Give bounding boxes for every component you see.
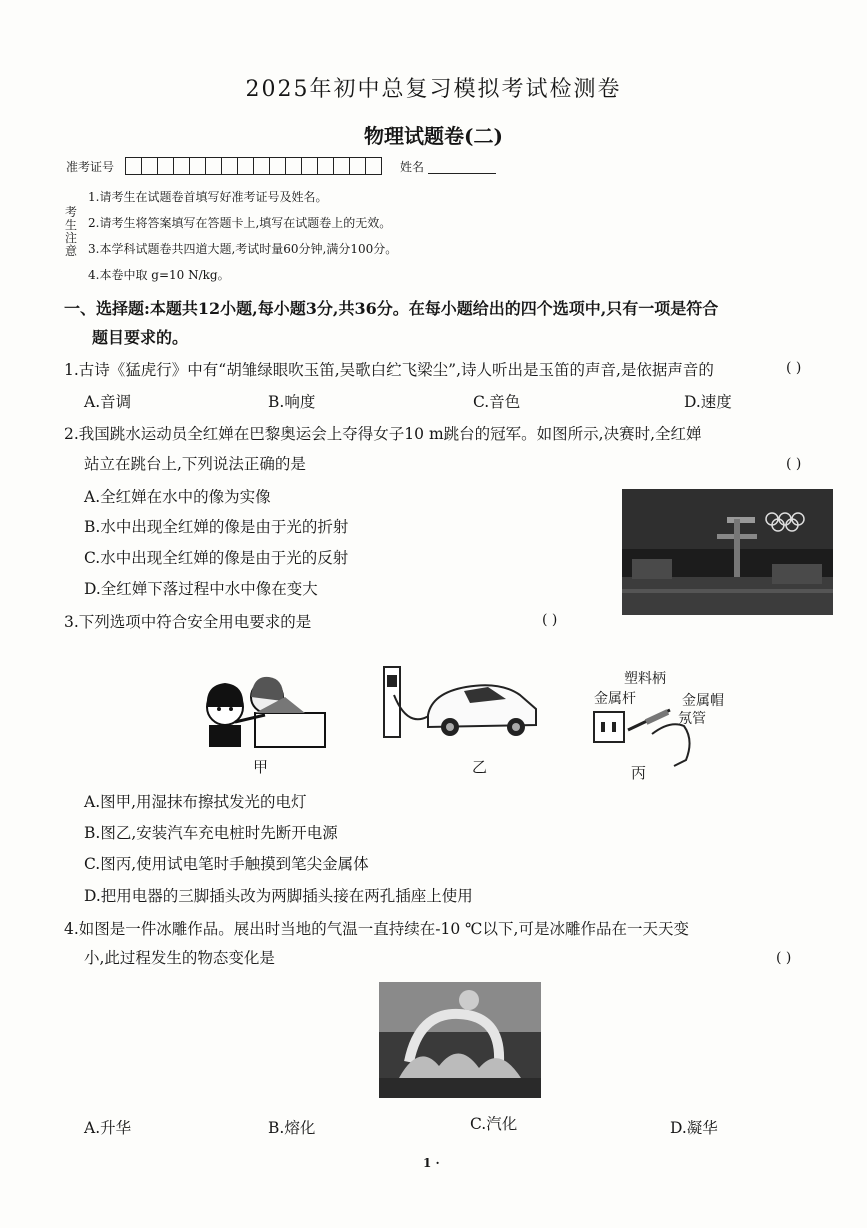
name-field[interactable] <box>428 173 496 174</box>
section-heading-cont: 题目要求的。 <box>92 328 189 347</box>
label-plastic-handle: 塑料柄 <box>624 671 666 687</box>
q4-answer-paren[interactable]: ( ) <box>776 950 792 966</box>
note-1: 1.请考生在试题卷首填写好准考证号及姓名。 <box>88 190 328 204</box>
diving-platform-photo <box>622 489 833 615</box>
paper-subtitle: 物理试题卷(二) <box>364 124 503 148</box>
q2-option-b[interactable]: B.水中出现全红婵的像是由于光的折射 <box>84 518 349 536</box>
ice-sculpture-photo <box>379 982 541 1098</box>
q2-stem-cont: 站立在跳台上,下列说法正确的是 <box>84 455 306 473</box>
q3-stem: 3.下列选项中符合安全用电要求的是 <box>64 613 312 631</box>
q4-option-d[interactable]: D.凝华 <box>670 1119 718 1137</box>
id-number-boxes[interactable] <box>125 157 382 175</box>
q2-stem: 2.我国跳水运动员全红婵在巴黎奥运会上夺得女子10 m跳台的冠军。如图所示,决赛时,全红婵 <box>64 425 702 443</box>
q2-answer-paren[interactable]: ( ) <box>786 456 802 472</box>
q4-stem-cont: 小,此过程发生的物态变化是 <box>84 949 275 967</box>
q2-option-d[interactable]: D.全红婵下落过程中水中像在变大 <box>84 580 318 598</box>
q3-option-b[interactable]: B.图乙,安装汽车充电桩时先断开电源 <box>84 824 338 842</box>
note-4: 4.本卷中取 g=10 N/kg。 <box>88 268 230 282</box>
note-2: 2.请考生将答案填写在答题卡上,填写在试题卷上的无效。 <box>88 216 392 230</box>
name-label: 姓名 <box>400 160 425 174</box>
label-metal-cap: 金属帽 <box>682 693 724 709</box>
q1-option-b[interactable]: B.响度 <box>268 393 316 411</box>
id-label: 准考证号 <box>66 160 115 174</box>
q2-option-c[interactable]: C.水中出现全红婵的像是由于光的反射 <box>84 549 349 567</box>
caption-yi: 乙 <box>472 758 488 776</box>
q1-answer-paren[interactable]: ( ) <box>786 360 802 376</box>
q2-option-a[interactable]: A.全红婵在水中的像为实像 <box>84 488 271 506</box>
q3-option-a[interactable]: A.图甲,用湿抹布擦拭发光的电灯 <box>84 793 307 811</box>
exam-title: 2025年初中总复习模拟考试检测卷 <box>245 77 622 102</box>
caption-jia: 甲 <box>253 758 269 776</box>
q1-option-c[interactable]: C.音色 <box>473 393 521 411</box>
q3-answer-paren[interactable]: ( ) <box>542 612 558 628</box>
label-neon-tube: 氖管 <box>678 711 706 727</box>
q3-option-d[interactable]: D.把用电器的三脚插头改为两脚插头接在两孔插座上使用 <box>84 887 473 905</box>
note-3: 3.本学科试题卷共四道大题,考试时量60分钟,满分100分。 <box>88 242 398 256</box>
section-heading: 一、选择题:本题共12小题,每小题3分,共36分。在每小题给出的四个选项中,只有一项是符合 <box>64 299 719 318</box>
page-number: 1 · <box>423 1156 440 1170</box>
figure-jia-wiping-lamp <box>195 667 327 749</box>
q3-option-c[interactable]: C.图丙,使用试电笔时手触摸到笔尖金属体 <box>84 855 369 873</box>
q4-option-c[interactable]: C.汽化 <box>470 1115 518 1133</box>
q4-stem: 4.如图是一件冰雕作品。展出时当地的气温一直持续在-10 ℃以下,可是冰雕作品在一天天变 <box>64 920 689 938</box>
notes-label: 考生注意 <box>65 205 78 258</box>
q4-option-a[interactable]: A.升华 <box>84 1119 132 1137</box>
q1-stem: 1.古诗《猛虎行》中有“胡雏绿眼吹玉笛,吴歌白纻飞梁尘”,诗人听出是玉笛的声音,是依据声音的 <box>64 361 714 379</box>
caption-bing: 丙 <box>631 764 647 782</box>
label-metal-rod: 金属杆 <box>594 691 636 707</box>
q4-option-b[interactable]: B.熔化 <box>268 1119 316 1137</box>
q1-option-a[interactable]: A.音调 <box>84 393 132 411</box>
figure-yi-car-charging <box>380 665 538 743</box>
q1-option-d[interactable]: D.速度 <box>684 393 732 411</box>
